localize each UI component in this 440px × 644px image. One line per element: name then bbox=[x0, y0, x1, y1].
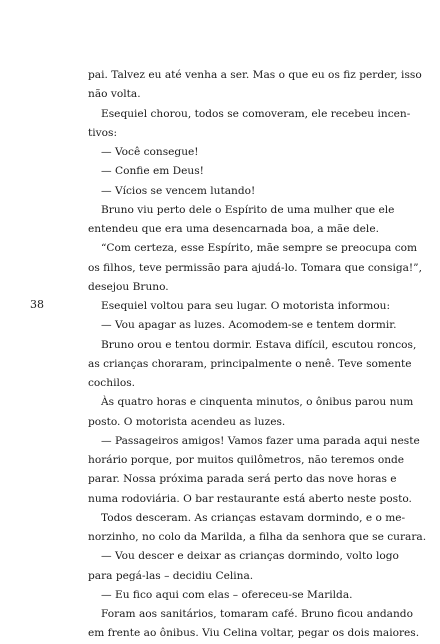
text-line: Esequiel voltou para seu lugar. O motorista informou: bbox=[101, 300, 391, 312]
text-line: norzinho, no colo da Marilda, a filha da senhora que se curara. bbox=[88, 531, 427, 543]
text-line: — Vou descer e deixar as crianças dormindo, volto logo bbox=[101, 550, 399, 563]
body-text bbox=[88, 66, 427, 644]
text-line: “Com certeza, esse Espírito, mãe sempre se preocupa com bbox=[101, 242, 418, 255]
text-line: Foram aos sanitários, tomaram café. Bruno ficou andando bbox=[101, 608, 413, 620]
text-line: — Vícios se vencem lutando! bbox=[101, 184, 256, 197]
text-line: para pegá-las – decidiu Celina. bbox=[88, 569, 254, 582]
text-line: Às quatro horas e cinquenta minutos, o ônibus parou num bbox=[101, 396, 414, 409]
text-line: parar. Nossa próxima parada será perto das nove horas e bbox=[88, 473, 397, 486]
text-line: numa rodoviária. O bar restaurante está aberto neste posto. bbox=[88, 492, 412, 505]
text-line: as crianças choraram, principalmente o nenê. Teve somente bbox=[88, 357, 412, 370]
text-line: entendeu que era uma desencarnada boa, a mãe dele. bbox=[88, 223, 379, 235]
text-line: os filhos, teve permissão para ajudá-lo. Tomara que consiga!”, bbox=[88, 261, 422, 274]
text-line: — Confie em Deus! bbox=[101, 165, 204, 178]
text-line: cochilos. bbox=[88, 377, 136, 389]
text-line: Esequiel chorou, todos se comoveram, ele recebeu incen- bbox=[101, 107, 411, 120]
text-line: posto. O motorista acendeu as luzes. bbox=[88, 415, 286, 428]
text-line: — Passageiros amigos! Vamos fazer uma parada aqui neste bbox=[101, 434, 420, 447]
text-line: tivos: bbox=[88, 126, 118, 139]
text-line: não volta. bbox=[88, 88, 141, 101]
text-line: — Você consegue! bbox=[101, 146, 199, 158]
text-line: em frente ao ônibus. Viu Celina voltar, pegar os dois maiores. bbox=[88, 627, 420, 640]
text-line: — Vou apagar as luzes. Acomodem-se e tentem dormir. bbox=[101, 319, 397, 332]
text-line: desejou Bruno. bbox=[88, 280, 169, 293]
page-number: 38 bbox=[30, 298, 44, 311]
text-line: — Eu fico aqui com elas – ofereceu-se Marilda. bbox=[101, 588, 353, 601]
text-line: Todos desceram. As crianças estavam dormindo, e o me- bbox=[101, 511, 406, 524]
text-line: Bruno viu perto dele o Espírito de uma mulher que ele bbox=[101, 203, 395, 216]
text-line: Bruno orou e tentou dormir. Estava difícil, escutou roncos, bbox=[101, 338, 417, 351]
text-line: horário porque, por muitos quilômetros, não teremos onde bbox=[88, 454, 405, 466]
text-line: pai. Talvez eu até venha a ser. Mas o que eu os fiz perder, isso bbox=[88, 69, 422, 81]
